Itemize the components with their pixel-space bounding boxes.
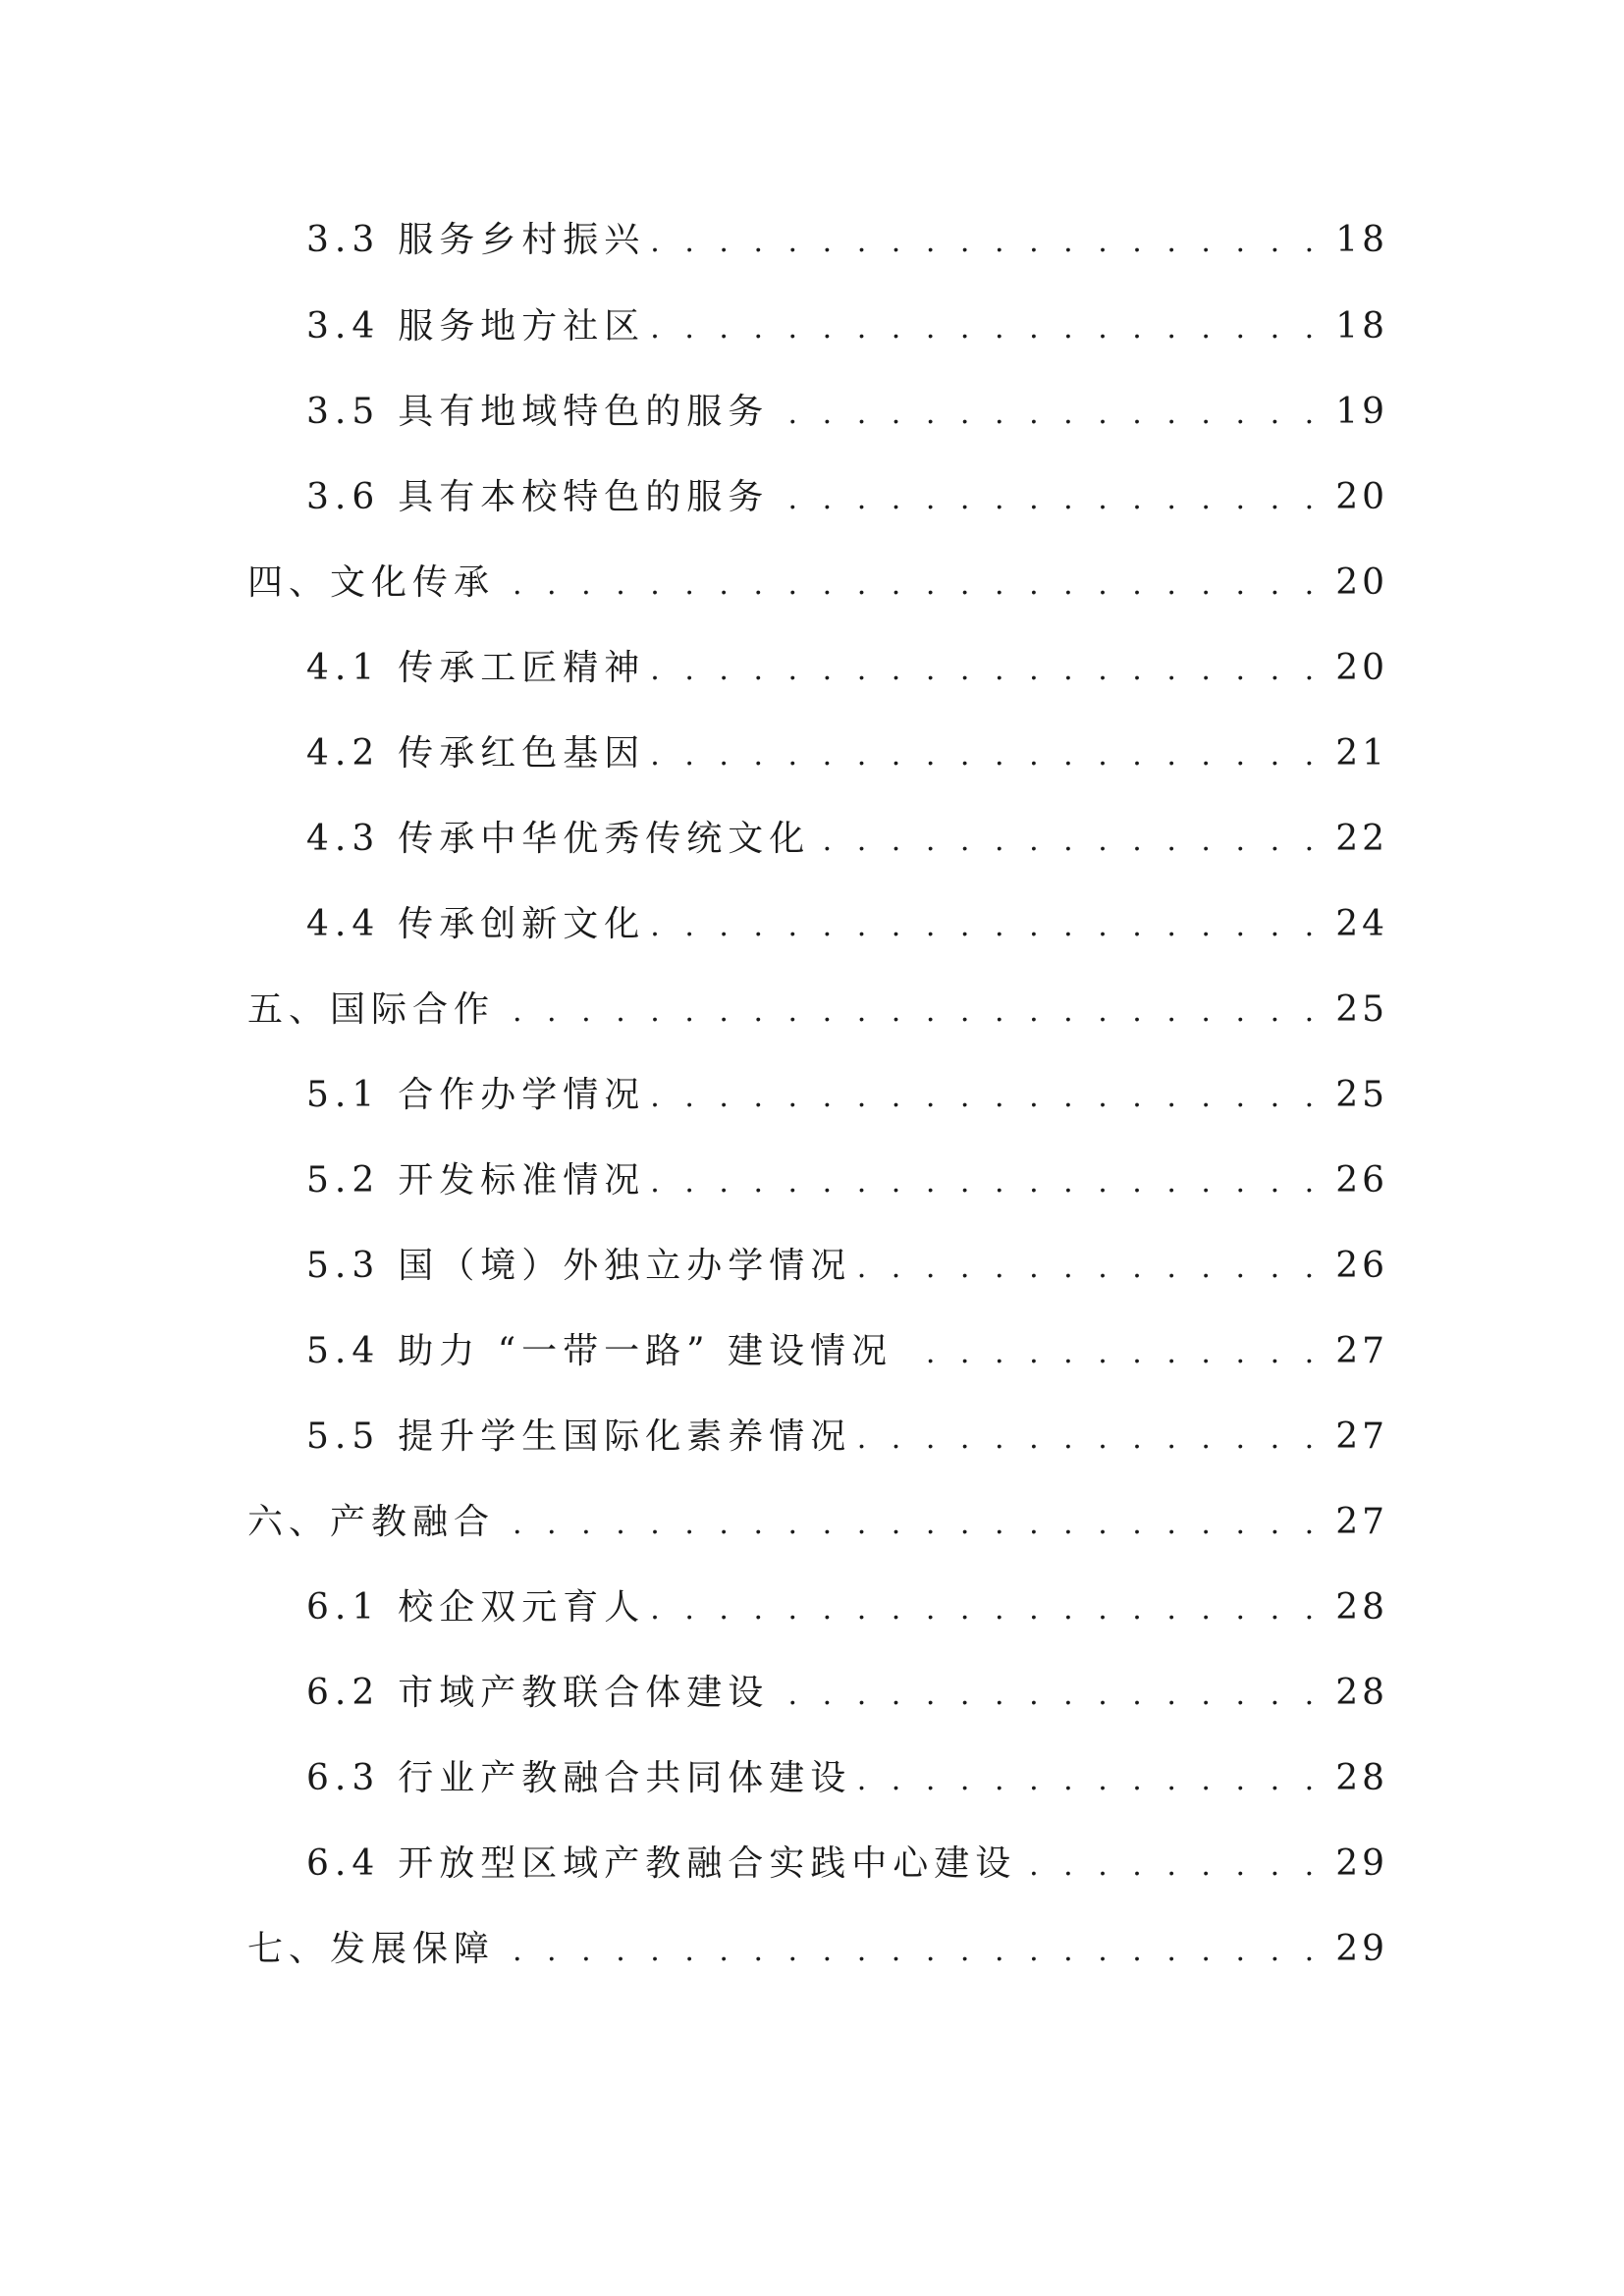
dot-leader xyxy=(816,810,1322,869)
entry-title: 行业产教融合共同体建设 xyxy=(398,1758,852,1798)
dot-leader xyxy=(857,1749,1322,1808)
entry-page-number: 25 xyxy=(1335,989,1388,1030)
dot-leader xyxy=(857,1408,1322,1467)
toc-entry-3-6[interactable] xyxy=(306,468,1388,527)
entry-number: 6.4 xyxy=(306,1843,381,1884)
entry-title: 四、文化传承 xyxy=(247,562,496,603)
toc-entry-section-7[interactable] xyxy=(247,1920,1388,1979)
entry-number: 5.2 xyxy=(306,1160,381,1201)
toc-entry-5-1[interactable] xyxy=(306,1066,1388,1125)
entry-page-number: 26 xyxy=(1335,1246,1388,1286)
toc-entry-section-6[interactable] xyxy=(247,1493,1388,1552)
entry-page-number: 28 xyxy=(1335,1673,1388,1713)
toc-entry-3-4[interactable] xyxy=(306,297,1388,356)
entry-page-number: 27 xyxy=(1335,1331,1388,1371)
dot-leader xyxy=(775,468,1322,527)
entry-page-number: 29 xyxy=(1335,1843,1388,1884)
dot-leader xyxy=(501,554,1322,613)
toc-entry-6-1[interactable] xyxy=(306,1578,1388,1637)
dot-leader xyxy=(651,895,1322,954)
entry-page-number: 25 xyxy=(1335,1075,1388,1115)
entry-number: 4.3 xyxy=(306,819,381,859)
entry-page-number: 24 xyxy=(1335,904,1388,944)
toc-entry-5-2[interactable] xyxy=(306,1151,1388,1210)
entry-title: 传承创新文化 xyxy=(398,904,646,944)
entry-number: 3.6 xyxy=(306,477,381,517)
entry-page-number: 29 xyxy=(1335,1929,1388,1969)
entry-number: 4.4 xyxy=(306,904,381,944)
toc-entry-section-5[interactable] xyxy=(247,981,1388,1040)
entry-number: 5.4 xyxy=(306,1331,381,1371)
entry-number: 6.2 xyxy=(306,1673,381,1713)
entry-title: 具有本校特色的服务 xyxy=(398,477,770,517)
toc-entry-4-4[interactable] xyxy=(306,895,1388,954)
entry-title: 助力 “一带一路” 建设情况 xyxy=(398,1331,893,1371)
entry-number: 5.5 xyxy=(306,1416,381,1457)
entry-page-number: 20 xyxy=(1335,648,1388,688)
entry-number: 6.1 xyxy=(306,1587,381,1628)
dot-leader xyxy=(651,1066,1322,1125)
dot-leader xyxy=(898,1322,1322,1381)
entry-title: 服务地方社区 xyxy=(398,306,646,347)
entry-number: 5.1 xyxy=(306,1075,381,1115)
entry-page-number: 21 xyxy=(1335,733,1388,774)
entry-title: 提升学生国际化素养情况 xyxy=(398,1416,852,1457)
toc-entry-5-5[interactable] xyxy=(306,1408,1388,1467)
entry-page-number: 18 xyxy=(1335,306,1388,347)
toc-entry-5-4[interactable] xyxy=(306,1322,1388,1381)
entry-number: 3.3 xyxy=(306,220,381,260)
dot-leader xyxy=(501,981,1322,1040)
dot-leader xyxy=(651,297,1322,356)
dot-leader xyxy=(775,1664,1322,1723)
entry-title: 七、发展保障 xyxy=(247,1929,496,1969)
dot-leader xyxy=(1022,1835,1322,1894)
toc-entry-4-3[interactable] xyxy=(306,810,1388,869)
entry-title: 传承红色基因 xyxy=(398,733,646,774)
entry-page-number: 26 xyxy=(1335,1160,1388,1201)
toc-entry-3-5[interactable] xyxy=(306,383,1388,442)
entry-title: 传承中华优秀传统文化 xyxy=(398,819,811,859)
entry-title: 服务乡村振兴 xyxy=(398,220,646,260)
toc-entry-3-3[interactable] xyxy=(306,211,1388,270)
dot-leader xyxy=(857,1237,1322,1296)
dot-leader xyxy=(651,724,1322,783)
dot-leader xyxy=(651,639,1322,698)
entry-title: 校企双元育人 xyxy=(398,1587,646,1628)
toc-entry-4-1[interactable] xyxy=(306,639,1388,698)
entry-title: 国（境）外独立办学情况 xyxy=(398,1246,852,1286)
entry-title: 合作办学情况 xyxy=(398,1075,646,1115)
toc-entry-5-3[interactable] xyxy=(306,1237,1388,1296)
entry-page-number: 27 xyxy=(1335,1502,1388,1542)
toc-entry-4-2[interactable] xyxy=(306,724,1388,783)
entry-page-number: 22 xyxy=(1335,819,1388,859)
entry-title: 具有地域特色的服务 xyxy=(398,392,770,432)
entry-number: 4.1 xyxy=(306,648,381,688)
entry-page-number: 28 xyxy=(1335,1587,1388,1628)
entry-number: 5.3 xyxy=(306,1246,381,1286)
entry-page-number: 27 xyxy=(1335,1416,1388,1457)
entry-title: 六、产教融合 xyxy=(247,1502,496,1542)
entry-number: 4.2 xyxy=(306,733,381,774)
dot-leader xyxy=(651,1578,1322,1637)
entry-number: 6.3 xyxy=(306,1758,381,1798)
dot-leader xyxy=(651,1151,1322,1210)
entry-page-number: 20 xyxy=(1335,562,1388,603)
toc-entry-6-2[interactable] xyxy=(306,1664,1388,1723)
entry-title: 开发标准情况 xyxy=(398,1160,646,1201)
entry-title: 五、国际合作 xyxy=(247,989,496,1030)
entry-page-number: 18 xyxy=(1335,220,1388,260)
dot-leader xyxy=(501,1920,1322,1979)
dot-leader xyxy=(775,383,1322,442)
entry-page-number: 19 xyxy=(1335,392,1388,432)
entry-page-number: 20 xyxy=(1335,477,1388,517)
entry-title: 传承工匠精神 xyxy=(398,648,646,688)
toc-entry-section-4[interactable] xyxy=(247,554,1388,613)
entry-page-number: 28 xyxy=(1335,1758,1388,1798)
entry-number: 3.5 xyxy=(306,392,381,432)
entry-number: 3.4 xyxy=(306,306,381,347)
toc-entry-6-4[interactable] xyxy=(306,1835,1388,1894)
entry-title: 开放型区域产教融合实践中心建设 xyxy=(398,1843,1017,1884)
dot-leader xyxy=(651,211,1322,270)
dot-leader xyxy=(501,1493,1322,1552)
toc-entry-6-3[interactable] xyxy=(306,1749,1388,1808)
entry-title: 市域产教联合体建设 xyxy=(398,1673,770,1713)
